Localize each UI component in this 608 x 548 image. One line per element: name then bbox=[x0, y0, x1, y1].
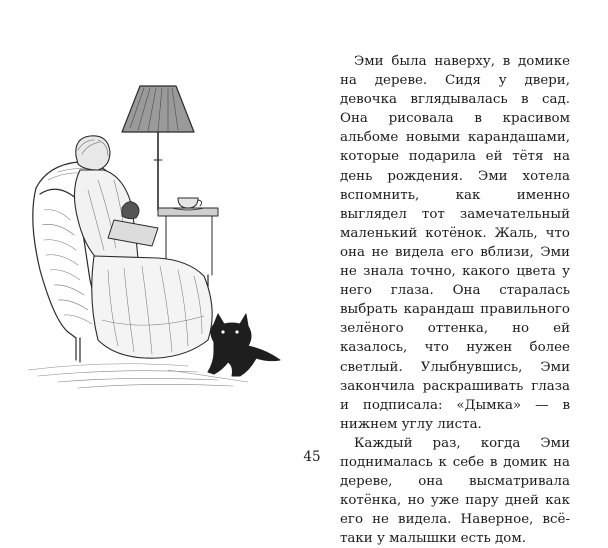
page-number-label: 45 bbox=[303, 449, 321, 465]
black-kitten-icon bbox=[208, 314, 280, 376]
story-text bbox=[340, 52, 570, 548]
girl-figure-icon bbox=[74, 136, 212, 358]
girl-in-armchair-with-kitten-illustration bbox=[18, 70, 303, 400]
page-number bbox=[0, 449, 608, 465]
floor-lamp-icon bbox=[122, 86, 194, 210]
paragraph-1: Эми была наверху, в домике на дереве. Сидя у двери, девочка вглядывалась в сад. Она рисовала в красивом альбоме новыми карандашами, которые подарила ей тётя на день рождения. Эми хотела вспомнить, как именно выглядел тот замечательный маленький котёнок. Жаль, что она не видела его вблизи, Эми не знала точно, какого цвета у него глаза. Она старалась выбрать карандаш правильного зелёного оттенка, но ей казалось, что нужен более светлый. Улыбнувшись, Эми закончила раскрашивать глаза и подписала: «Дымка» — в нижнем углу листа. bbox=[340, 54, 570, 432]
paragraph-2: Каждый раз, когда Эми поднималась к себе в домик на дереве, она высматривала котёнка, но уже пару дней как его не видела. Наверное, всё-таки у малышки есть дом. bbox=[340, 435, 570, 547]
